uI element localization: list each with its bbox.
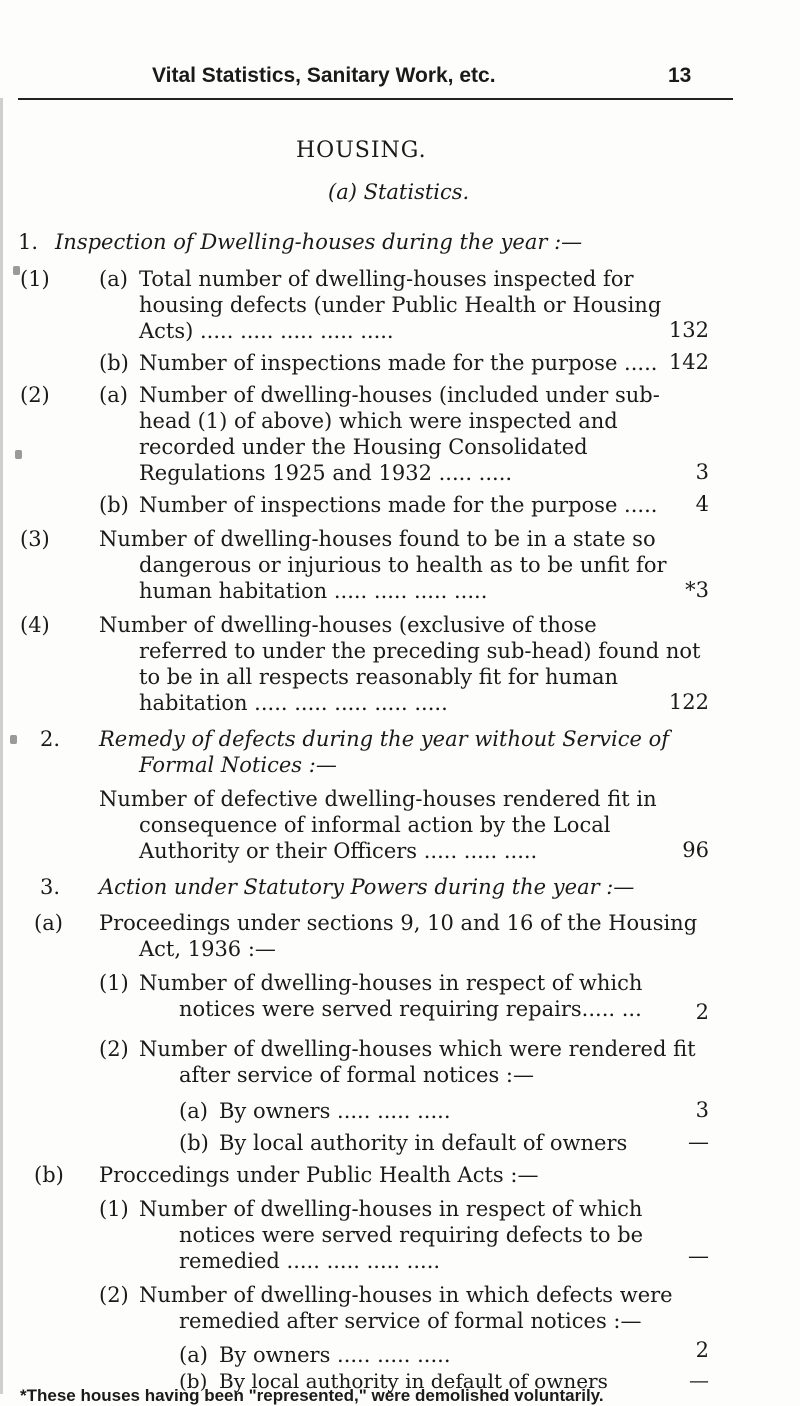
section3-b-authority-value: — <box>689 1368 709 1392</box>
section2-title-line: Remedy of defects during the year without Service of <box>99 727 669 751</box>
item1-a-value: 132 <box>668 318 709 342</box>
scan-edge <box>0 98 3 1394</box>
item2-a-line: Regulations 1925 and 1932 ..... ..... <box>139 461 513 485</box>
section3-a-line: Proceedings under sections 9, 10 and 16 of the Housing <box>99 911 698 935</box>
item2-b-label: (b) <box>99 493 129 517</box>
section1-number: 1. <box>18 230 39 254</box>
header-rule <box>18 98 733 100</box>
section3-a-item1-line: notices were served requiring repairs..... ... <box>179 997 642 1021</box>
item1-a-line: Acts) ..... ..... ..... ..... ..... <box>139 319 394 343</box>
section3-b-owners-text: By owners ..... ..... ..... <box>219 1343 451 1367</box>
item4-line: referred to under the preceding sub-head) found not <box>139 639 701 663</box>
item3-value: *3 <box>685 578 709 602</box>
page-number: 13 <box>668 64 692 87</box>
item4-label: (4) <box>20 613 50 637</box>
item4-line: habitation ..... ..... ..... ..... ..... <box>139 691 448 715</box>
item1-a-line: housing defects (under Public Health or Housing <box>139 293 662 317</box>
item2-a-label: (a) <box>99 383 128 407</box>
section3-b-item1-value: — <box>688 1244 709 1268</box>
section3-a-item2-line: after service of formal notices :— <box>179 1063 534 1087</box>
section2-number: 2. <box>40 727 61 751</box>
section3-a-authority-value: — <box>688 1130 709 1154</box>
section3-b-label: (b) <box>34 1163 64 1187</box>
item1-b-value: 142 <box>668 350 709 374</box>
section3-a-authority-label: (b) <box>179 1131 209 1155</box>
section3-a-owners-value: 3 <box>695 1098 709 1122</box>
section2-value: 96 <box>682 838 709 862</box>
section3-b-authority-text: By local authority in default of owners <box>219 1369 608 1393</box>
item2-b-value: 4 <box>695 492 709 516</box>
item3-line: human habitation ..... ..... ..... ..... <box>139 579 488 603</box>
margin-mark <box>13 266 20 275</box>
section3-a-line: Act, 1936 :— <box>139 937 276 961</box>
margin-mark <box>15 450 22 459</box>
section3-b-item1-line: remedied ..... ..... ..... ..... <box>179 1249 441 1273</box>
section2-body-line: consequence of informal action by the Local <box>139 813 611 837</box>
item3-label: (3) <box>20 527 50 551</box>
item2-label: (2) <box>20 383 50 407</box>
item4-value: 122 <box>668 690 709 714</box>
section3-number: 3. <box>40 875 61 899</box>
section3-a-item1-label: (1) <box>99 971 129 995</box>
section3-b-item2-label: (2) <box>99 1283 129 1307</box>
item1-label: (1) <box>20 267 50 291</box>
section3-b-authority-label: (b) <box>179 1369 208 1393</box>
section3-a-item2-label: (2) <box>99 1037 129 1061</box>
section3-a-authority-text: By local authority in default of owners <box>219 1131 628 1155</box>
section3-a-item1-line: Number of dwelling-houses in respect of which <box>139 971 643 995</box>
section3-title: Action under Statutory Powers during the year :— <box>99 875 635 899</box>
section3-b-text: Proccedings under Public Health Acts :— <box>99 1163 539 1187</box>
section3-b-item1-line: Number of dwelling-houses in respect of which <box>139 1197 643 1221</box>
item3-line: Number of dwelling-houses found to be in a state so <box>99 527 656 551</box>
section3-b-item2-line: Number of dwelling-houses in which defects were <box>139 1283 673 1307</box>
footnote: *These houses having been "represented," were demolished voluntarily. <box>20 1386 604 1405</box>
section2-body-line: Authority or their Officers ..... ..... ..... <box>139 839 538 863</box>
item4-line: to be in all respects reasonably fit for human <box>139 665 619 689</box>
item2-a-line: recorded under the Housing Consolidated <box>139 435 588 459</box>
subheading: (a) Statistics. <box>328 180 470 204</box>
section3-b-owners-label: (a) <box>179 1343 208 1367</box>
section-heading: HOUSING. <box>296 138 427 163</box>
margin-mark <box>10 735 17 744</box>
item2-b-text: Number of inspections made for the purpose ..... <box>139 493 658 517</box>
section2-body-line: Number of defective dwelling-houses rendered fit in <box>99 787 657 811</box>
item2-a-line: Number of dwelling-houses (included under sub- <box>139 383 660 407</box>
running-header-title: Vital Statistics, Sanitary Work, etc. <box>152 64 496 87</box>
section3-a-item1-value: 2 <box>695 1000 709 1024</box>
section3-b-item2-line: remedied after service of formal notices :— <box>179 1309 642 1333</box>
item3-line: dangerous or injurious to health as to be unfit for <box>139 553 667 577</box>
section3-a-owners-label: (a) <box>179 1099 208 1123</box>
item1-a-line: Total number of dwelling-houses inspected for <box>139 267 634 291</box>
section3-b-item1-line: notices were served requiring defects to be <box>179 1223 644 1247</box>
section3-a-item2-line: Number of dwelling-houses which were rendered fit <box>139 1037 696 1061</box>
section3-b-owners-value: 2 <box>695 1338 709 1362</box>
section3-a-label: (a) <box>34 911 63 935</box>
section2-title-line: Formal Notices :— <box>139 753 337 777</box>
item2-a-line: head (1) of above) which were inspected and <box>139 409 618 433</box>
item4-line: Number of dwelling-houses (exclusive of those <box>99 613 597 637</box>
item1-a-label: (a) <box>99 267 128 291</box>
item1-b-text: Number of inspections made for the purpose ..... <box>139 351 658 375</box>
item2-a-value: 3 <box>695 460 709 484</box>
item1-b-label: (b) <box>99 351 129 375</box>
section3-b-item1-label: (1) <box>99 1197 129 1221</box>
section1-title: Inspection of Dwelling-houses during the year :— <box>55 230 583 254</box>
section3-a-owners-text: By owners ..... ..... ..... <box>219 1099 451 1123</box>
